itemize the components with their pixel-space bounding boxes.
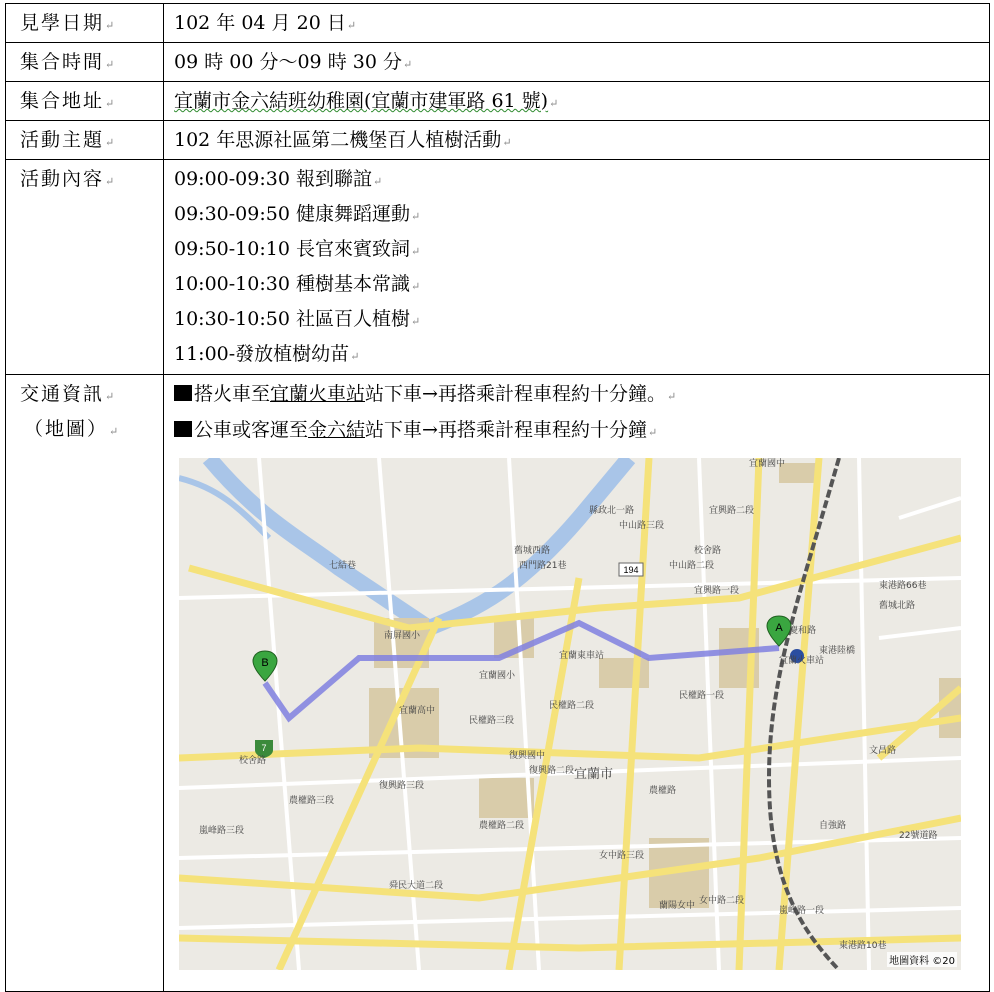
map-street-label: 自強路 xyxy=(819,821,847,831)
map-street-label: 宜興路一段 xyxy=(694,586,740,596)
map-street-label: 復興國中 xyxy=(509,751,546,761)
schedule-item: 11:00-發放植樹幼苗↵ xyxy=(174,343,360,365)
transport-line-train: 搭火車至宜蘭火車站站下車→再搭乘計程車程約十分鐘。↵ xyxy=(174,379,989,415)
map-street-label: 舜民大道二段 xyxy=(389,881,444,891)
map-street-label: 民權路一段 xyxy=(679,691,725,701)
map-street-label: 復興路二段 xyxy=(529,766,575,776)
map-street-label: 嵐峰路一段 xyxy=(779,906,825,916)
map-street-label: 舊城西路 xyxy=(514,546,551,556)
schedule-item: 10:30-10:50 社區百人植樹↵ xyxy=(174,308,421,330)
svg-text:7: 7 xyxy=(261,743,267,753)
map-street-label: 南屏國小 xyxy=(384,631,421,641)
map-street-label: 東港路66巷 xyxy=(879,581,927,591)
transport-line-bus: 公車或客運至金六結站下車→再搭乘計程車程約十分鐘↵ xyxy=(174,415,989,451)
map-street-label: 民權路三段 xyxy=(469,716,515,726)
map-street-label: 中山路二段 xyxy=(669,561,715,571)
map-street-label: 中山路三段 xyxy=(619,521,665,531)
event-theme-label: 活動主題↵ xyxy=(6,121,164,160)
map-street-label: 農權路二段 xyxy=(479,821,525,831)
map-street-label: 慶和路 xyxy=(789,626,817,636)
map-street-label: 女中路三段 xyxy=(599,851,645,861)
map-street-label: 蘭陽女中 xyxy=(659,901,696,911)
visit-date-value: 102 年 04 月 20 日↵ xyxy=(164,4,990,43)
route-map[interactable] xyxy=(179,458,961,970)
map-street-label: 宜蘭高中 xyxy=(399,706,436,716)
map-street-label: 西門路21巷 xyxy=(519,561,567,571)
map-street-label: 文昌路 xyxy=(869,746,897,756)
map-street-label: 宜興路二段 xyxy=(709,506,755,516)
map-graphic xyxy=(179,458,961,970)
map-street-label: 農權路 xyxy=(649,786,677,796)
map-street-label: 東港陸橋 xyxy=(819,646,856,656)
schedule-item: 10:00-10:30 種樹基本常識↵ xyxy=(174,273,421,295)
meeting-address-value: 宜蘭市金六結班幼稚園(宜蘭市建軍路 61 號)↵ xyxy=(164,82,990,121)
map-street-label: 宜蘭國中 xyxy=(749,459,786,469)
schedule-item: 09:30-09:50 健康舞蹈運動↵ xyxy=(174,203,421,225)
map-street-label: 校舍路 xyxy=(694,546,722,556)
event-content-label: 活動內容↵ xyxy=(6,160,164,375)
map-street-label: 宜蘭火車站 xyxy=(779,656,825,666)
svg-text:194: 194 xyxy=(623,565,639,575)
map-street-label: 東港路10巷 xyxy=(839,941,887,951)
map-street-label: 七結巷 xyxy=(329,561,357,571)
schedule-item: 09:00-09:30 報到聯誼↵ xyxy=(174,168,383,190)
map-street-label: 22號道路 xyxy=(899,831,938,841)
map-street-label: 縣政北一路 xyxy=(589,506,635,516)
meeting-time-value: 09 時 00 分～09 時 30 分↵ xyxy=(164,43,990,82)
bullet-block-icon xyxy=(174,385,192,401)
map-street-label: 農權路三段 xyxy=(289,796,335,806)
meeting-time-label: 集合時間↵ xyxy=(6,43,164,82)
event-theme-value: 102 年思源社區第二機堡百人植樹活動↵ xyxy=(164,121,990,160)
map-street-label: 宜蘭國小 xyxy=(479,671,516,681)
marker-b-label: B xyxy=(261,657,269,669)
transport-label: 交通資訊↵ （地圖）↵ xyxy=(6,375,164,992)
map-credit: 地圖資料 ©20 xyxy=(887,952,957,967)
map-street-label: 復興路三段 xyxy=(379,781,425,791)
schedule-list xyxy=(164,160,990,375)
map-street-label: 宜蘭市 xyxy=(574,767,614,782)
bullet-block-icon xyxy=(174,421,192,437)
map-street-label: 民權路二段 xyxy=(549,701,595,711)
map-street-label: 女中路二段 xyxy=(699,896,745,906)
schedule-item: 09:50-10:10 長官來賓致詞↵ xyxy=(174,238,421,260)
visit-date-label: 見學日期↵ xyxy=(6,4,164,43)
map-street-label: 宜蘭東車站 xyxy=(559,651,605,661)
map-street-label: 舊城北路 xyxy=(879,601,916,611)
marker-a-label: A xyxy=(775,622,783,634)
highway-badge xyxy=(619,563,643,576)
map-street-label: 嵐峰路三段 xyxy=(199,826,245,836)
meeting-address-label: 集合地址↵ xyxy=(6,82,164,121)
map-street-label: 校舍路 xyxy=(239,756,267,766)
